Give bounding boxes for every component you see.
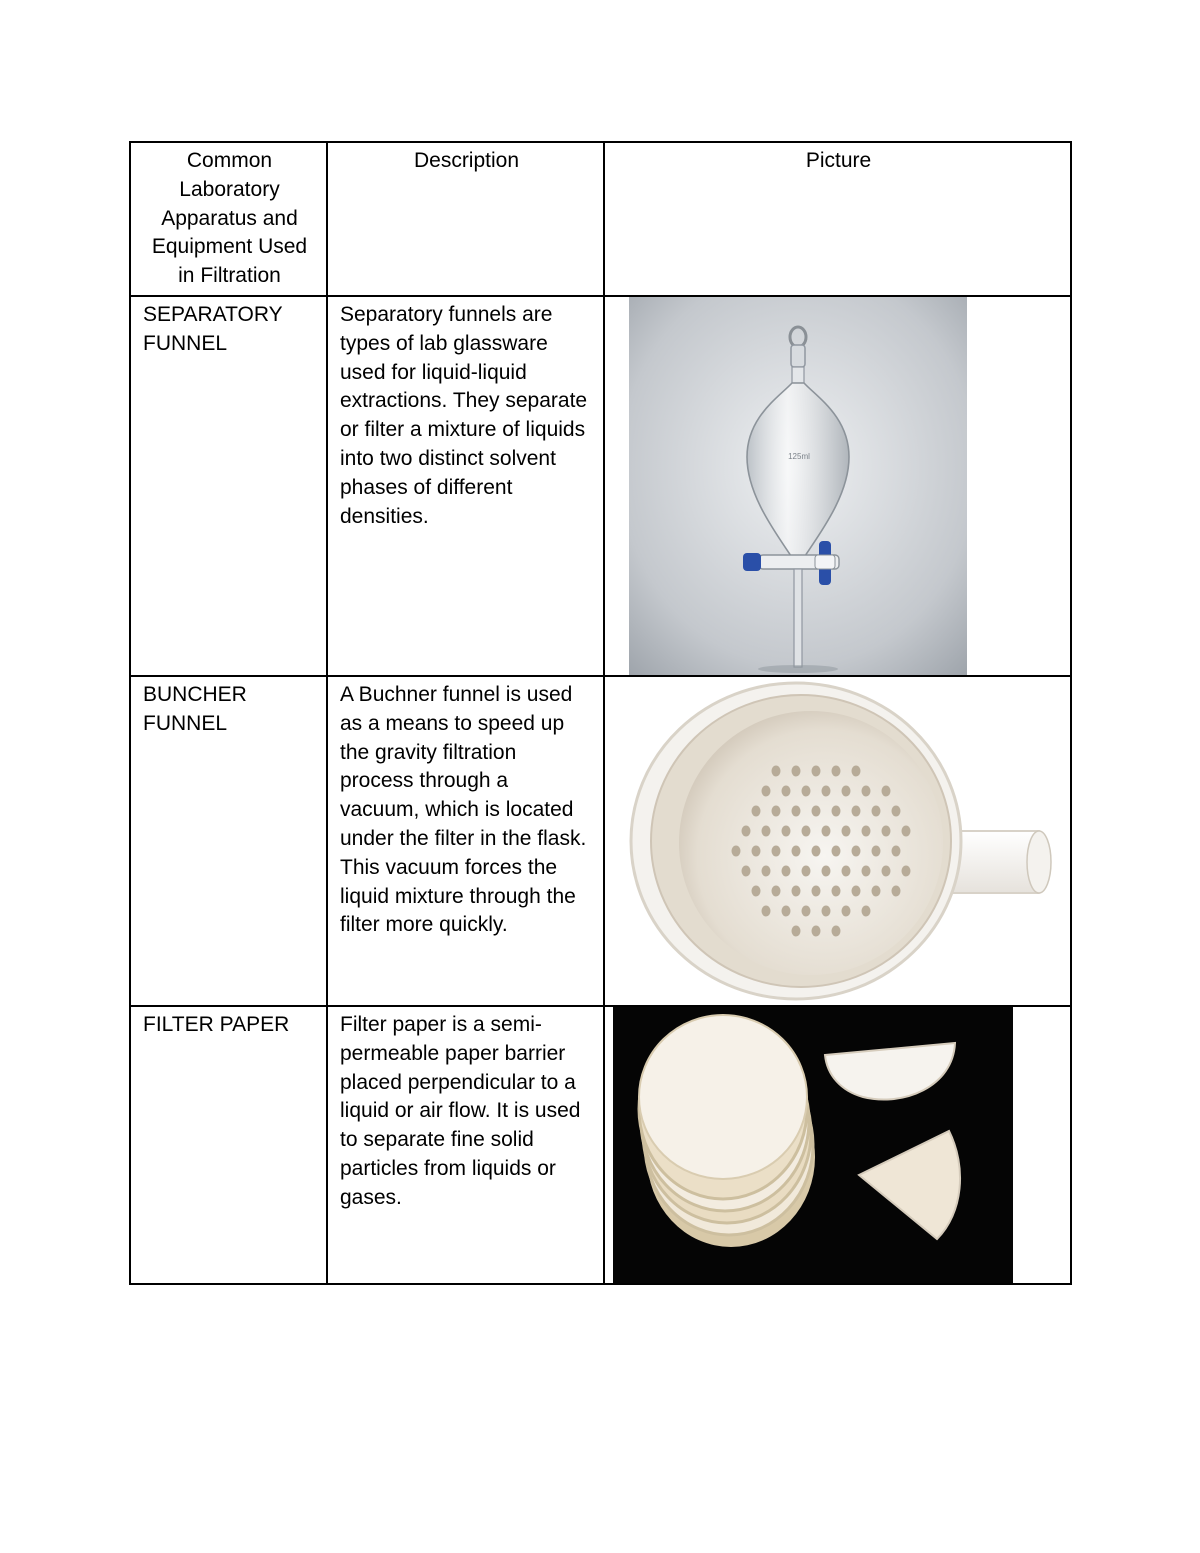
perforation-hole <box>852 765 861 776</box>
perforation-hole <box>812 765 821 776</box>
perforation-hole <box>732 845 741 856</box>
apparatus-name: BUNCHER FUNNEL <box>130 676 327 1006</box>
perforation-hole <box>802 825 811 836</box>
header-apparatus: Common Laboratory Apparatus and Equipment Used in Filtration <box>130 142 327 296</box>
perforation-hole <box>872 805 881 816</box>
perforation-hole <box>792 765 801 776</box>
perforation-hole <box>822 905 831 916</box>
picture-cell <box>604 676 1071 1006</box>
perforation-hole <box>742 865 751 876</box>
perforation-hole <box>752 805 761 816</box>
perforation-hole <box>772 845 781 856</box>
perforation-hole <box>852 805 861 816</box>
perforation-hole <box>812 885 821 896</box>
perforation-hole <box>862 865 871 876</box>
perforation-hole <box>822 865 831 876</box>
buchner-funnel-image <box>621 681 1055 1003</box>
perforation-hole <box>792 805 801 816</box>
perforation-hole <box>842 905 851 916</box>
perforation-hole <box>902 825 911 836</box>
perforation-hole <box>822 785 831 796</box>
perforation-hole <box>872 845 881 856</box>
perforation-hole <box>852 845 861 856</box>
apparatus-description: A Buchner funnel is used as a means to speed up the gravity filtration process through a vacuum, which is located under the filter in the flask. This vacuum forces the liquid mixture through the filter more quickly. <box>327 676 604 1006</box>
picture-cell <box>604 1006 1071 1284</box>
perforation-hole <box>792 845 801 856</box>
picture-cell <box>604 296 1071 676</box>
table-header-row <box>130 142 1071 296</box>
filter-paper-image <box>613 1007 1013 1283</box>
perforation-hole <box>772 805 781 816</box>
perforation-hole <box>782 825 791 836</box>
apparatus-description: Separatory funnels are types of lab glassware used for liquid-liquid extractions. They separate or filter a mixture of liquids into two distinct solvent phases of different densities. <box>327 296 604 676</box>
perforation-hole <box>832 765 841 776</box>
perforation-hole <box>832 885 841 896</box>
perforation-hole <box>762 865 771 876</box>
apparatus-table <box>129 141 1072 1285</box>
perforation-hole <box>802 785 811 796</box>
perforation-hole <box>872 885 881 896</box>
header-picture: Picture <box>604 142 1071 296</box>
perforation-hole <box>862 825 871 836</box>
perforation-hole <box>862 785 871 796</box>
perforation-hole <box>812 805 821 816</box>
perforation-hole <box>782 785 791 796</box>
perforation-hole <box>892 845 901 856</box>
perforation-hole <box>892 885 901 896</box>
table-row <box>130 1006 1071 1284</box>
apparatus-description: Filter paper is a semi-permeable paper barrier placed perpendicular to a liquid or air flow. It is used to separate fine solid particles from liquids or gases. <box>327 1006 604 1284</box>
perforation-hole <box>842 785 851 796</box>
perforation-hole <box>892 805 901 816</box>
perforation-hole <box>832 805 841 816</box>
perforation-hole <box>782 865 791 876</box>
perforation-hole <box>832 925 841 936</box>
perforation-hole <box>822 825 831 836</box>
perforation-hole <box>902 865 911 876</box>
perforation-hole <box>792 925 801 936</box>
apparatus-name: FILTER PAPER <box>130 1006 327 1284</box>
perforation-hole <box>762 785 771 796</box>
perforation-hole <box>762 905 771 916</box>
perforation-hole <box>772 765 781 776</box>
perforation-hole <box>862 905 871 916</box>
perforation-hole <box>882 865 891 876</box>
perforation-hole <box>802 865 811 876</box>
table-row <box>130 676 1071 1006</box>
perforation-hole <box>752 845 761 856</box>
perforation-hole <box>782 905 791 916</box>
perforation-hole <box>812 845 821 856</box>
perforation-hole <box>882 785 891 796</box>
separatory-funnel-image <box>629 297 967 675</box>
apparatus-name: SEPARATORY FUNNEL <box>130 296 327 676</box>
perforation-hole <box>772 885 781 896</box>
perforation-hole <box>752 885 761 896</box>
table-row <box>130 296 1071 676</box>
perforation-hole <box>762 825 771 836</box>
filter-paper-stack <box>639 1015 815 1247</box>
perforation-hole <box>852 885 861 896</box>
perforation-hole <box>742 825 751 836</box>
header-description: Description <box>327 142 604 296</box>
perforation-hole <box>792 885 801 896</box>
perforation-hole <box>842 825 851 836</box>
perforation-hole <box>812 925 821 936</box>
perforation-hole <box>802 905 811 916</box>
volume-label: 125ml <box>788 451 810 461</box>
perforation-hole <box>832 845 841 856</box>
perforation-hole <box>882 825 891 836</box>
perforation-hole <box>842 865 851 876</box>
